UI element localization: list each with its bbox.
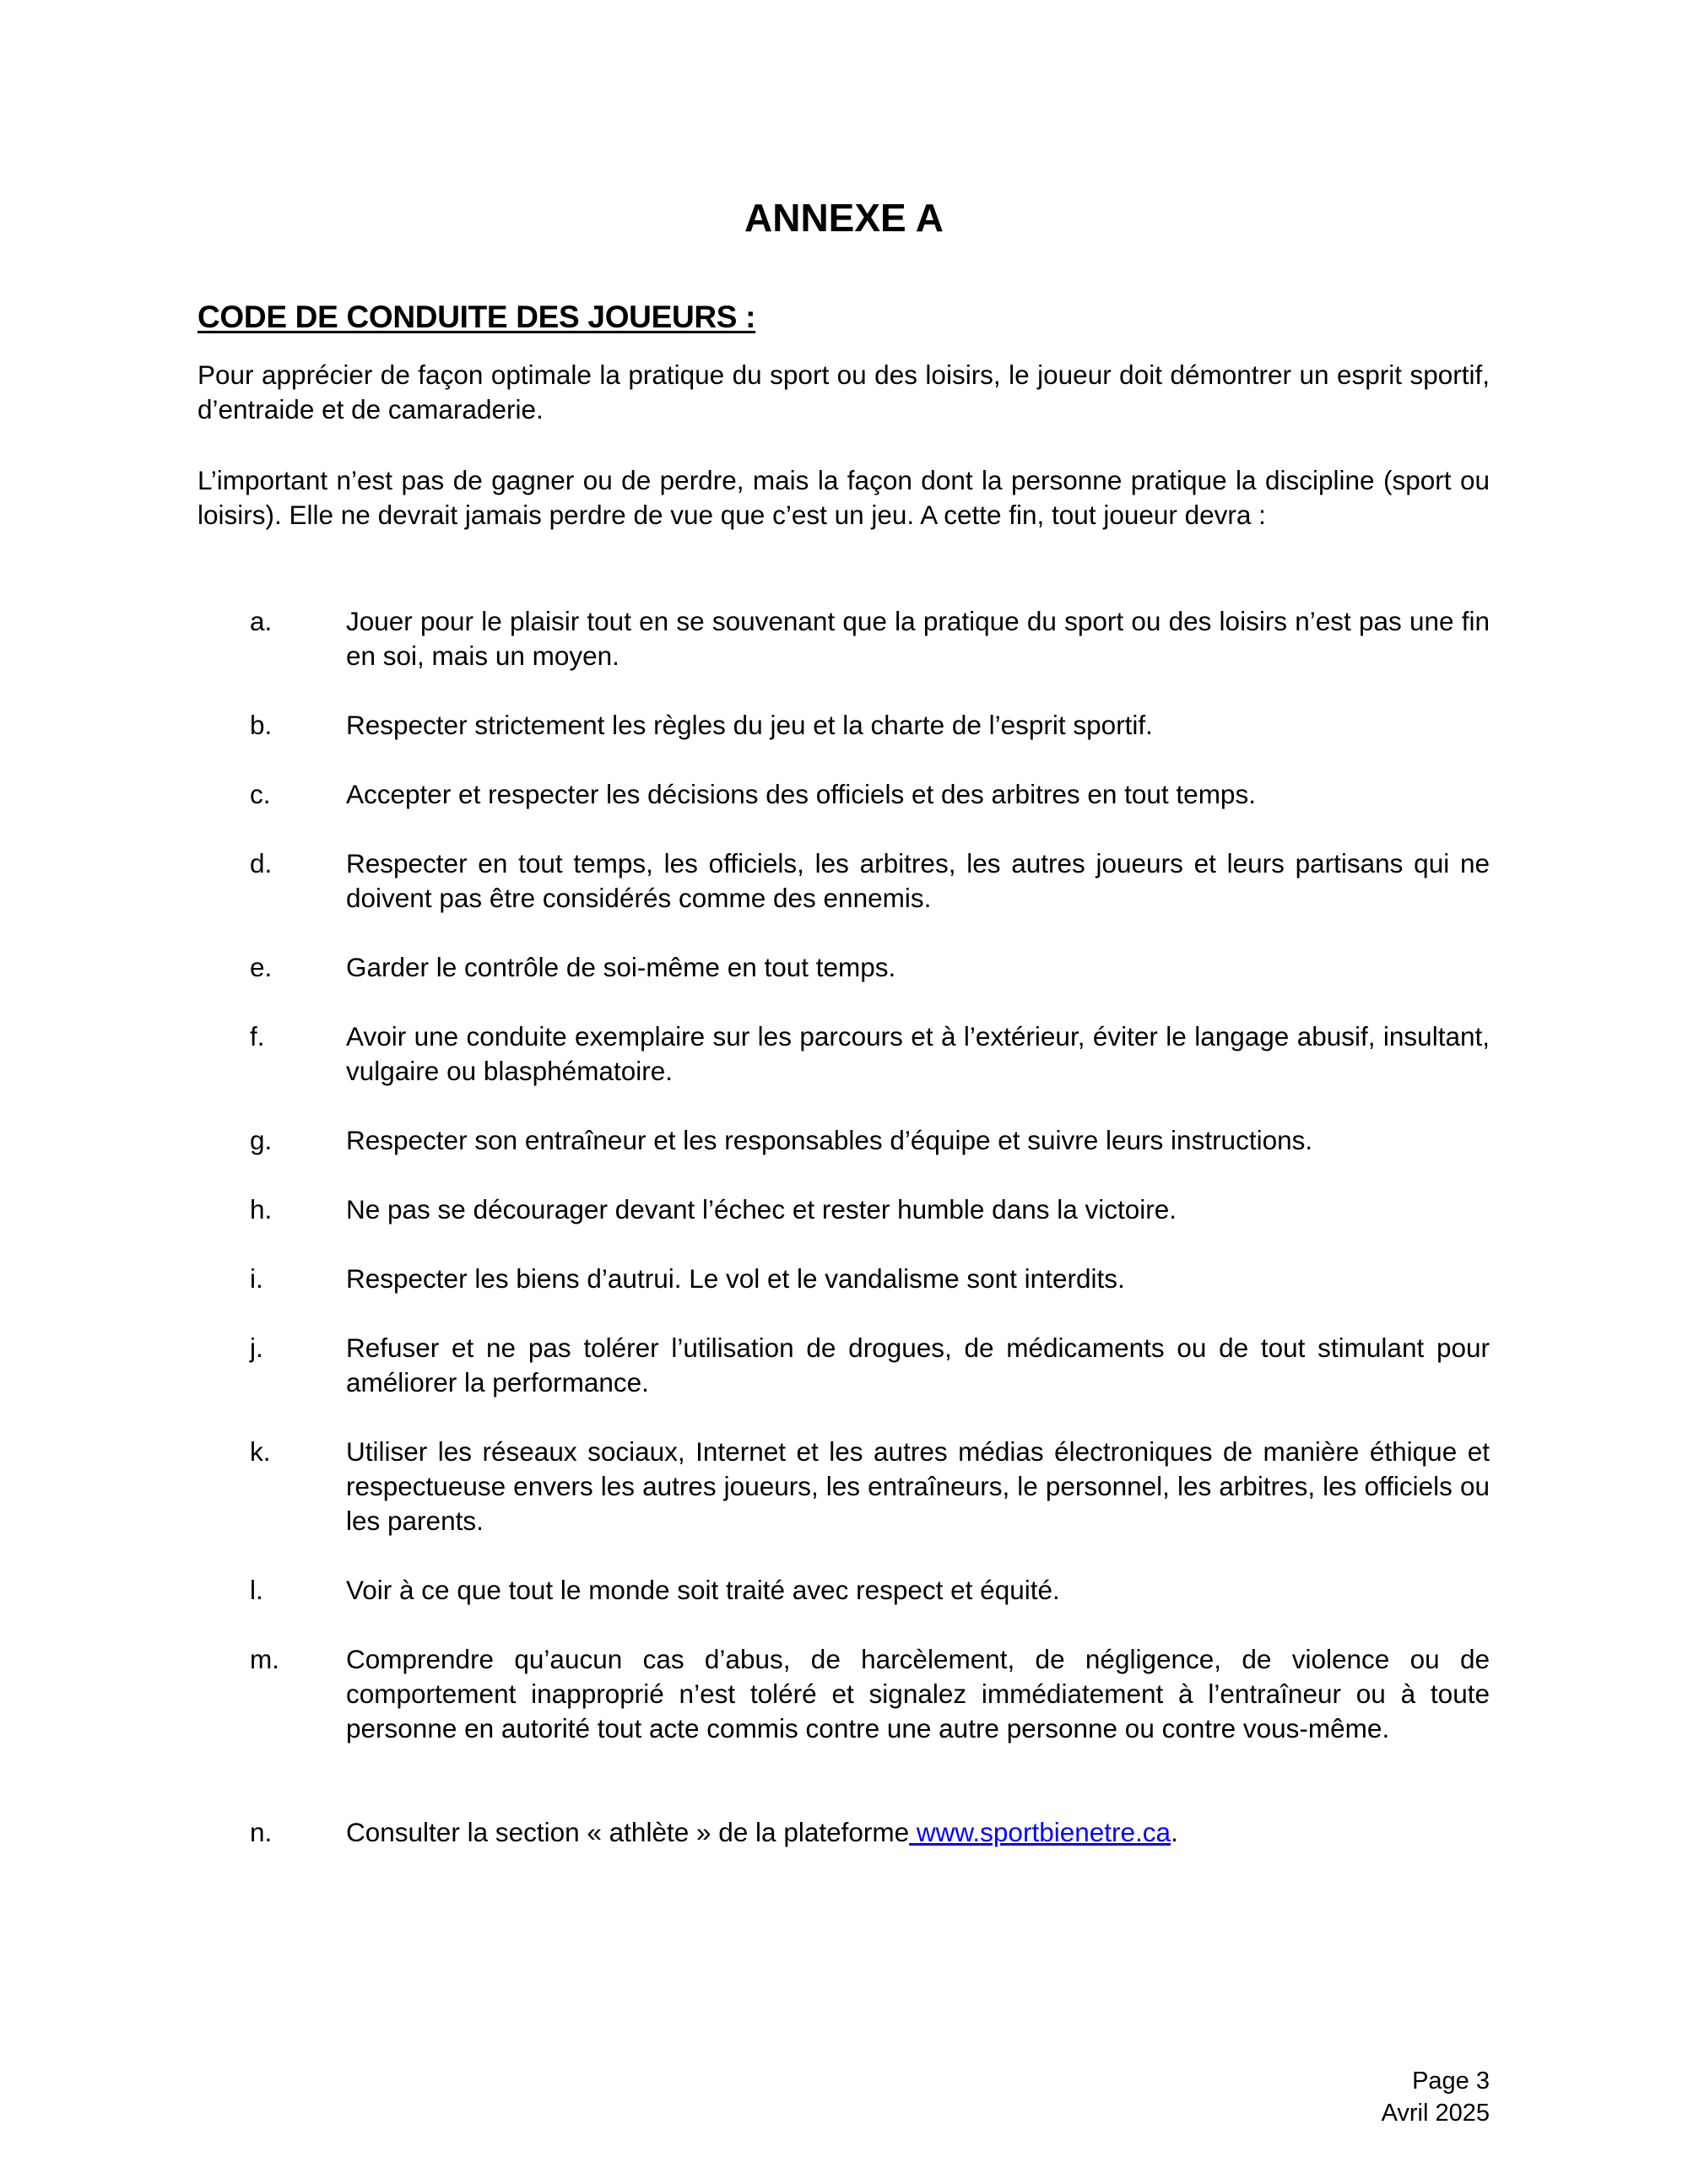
list-item-text: Comprendre qu’aucun cas d’abus, de harcèlement, de négligence, de violence ou de comportement inapproprié n’est toléré et signalez immédiatement à l’entraîneur ou à toute personne en autorité tout acte commis contre une autre personne ou contre vous-même. [346, 1644, 1490, 1743]
list-item-text: Jouer pour le plaisir tout en se souvenant que la pratique du sport ou des loisirs n’est pas une fin en soi, mais un moyen. [346, 606, 1490, 671]
list-item-text: Utiliser les réseaux sociaux, Internet et les autres médias électroniques de manière éthique et respectueuse envers les autres joueurs, les entraîneurs, le personnel, les arbitres, les officiels ou les parents. [346, 1436, 1490, 1536]
list-item-label: a. [250, 606, 273, 636]
page-number: Page 3 [1412, 2068, 1490, 2095]
list-item-label: c. [250, 779, 271, 809]
sportbienetre-link[interactable]: www.sportbienetre.ca [909, 1817, 1171, 1847]
list-item-label: j. [250, 1333, 263, 1363]
list-item-label: i. [250, 1263, 263, 1294]
list-item-text-before: Consulter la section « athlète » de la plateforme [346, 1817, 910, 1847]
list-item-text: Accepter et respecter les décisions des officiels et des arbitres en tout temps. [346, 779, 1256, 809]
list-item-text: Garder le contrôle de soi-même en tout temps. [346, 952, 896, 982]
list-item-label: h. [250, 1194, 273, 1224]
list-item-text: Respecter strictement les règles du jeu et la charte de l’esprit sportif. [346, 710, 1153, 740]
list-item-text: Respecter les biens d’autrui. Le vol et le vandalisme sont interdits. [346, 1263, 1125, 1294]
list-item-label: f. [250, 1021, 265, 1051]
page-title: ANNEXE A [744, 196, 944, 240]
footer-date: Avril 2025 [1381, 2100, 1490, 2127]
list-item-text: Respecter son entraîneur et les responsables d’équipe et suivre leurs instructions. [346, 1125, 1313, 1155]
list-item-label: m. [250, 1644, 279, 1674]
list-item-label: b. [250, 710, 273, 740]
list-item-text: Ne pas se décourager devant l’échec et rester humble dans la victoire. [346, 1194, 1177, 1224]
list-item-label: g. [250, 1125, 273, 1155]
list-item-label: l. [250, 1575, 263, 1605]
page-footer [1382, 2065, 1490, 2129]
list-item-text [346, 1815, 1490, 1850]
list-item-label: k. [250, 1436, 271, 1467]
list-item-label: e. [250, 952, 273, 982]
intro-paragraph-1: Pour apprécier de façon optimale la pratique du sport ou des loisirs, le joueur doit démontrer un esprit sportif, d’entraide et de camaraderie. [197, 359, 1490, 424]
list-item-text: Voir à ce que tout le monde soit traité avec respect et équité. [346, 1575, 1060, 1605]
list-item-label: d. [250, 848, 273, 878]
list-item-text: Respecter en tout temps, les officiels, les arbitres, les autres joueurs et leurs partisans qui ne doivent pas être considérés comme des ennemis. [346, 848, 1490, 913]
list-item-label: n. [250, 1817, 273, 1847]
section-heading: CODE DE CONDUITE DES JOUEURS : [197, 300, 756, 334]
list-item-text: Avoir une conduite exemplaire sur les parcours et à l’extérieur, éviter le langage abusif, insultant, vulgaire ou blasphématoire. [346, 1021, 1490, 1086]
intro-paragraph-2: L’important n’est pas de gagner ou de perdre, mais la façon dont la personne pratique la discipline (sport ou loisirs). Elle ne devrait jamais perdre de vue que c’est un jeu. A cette fin, tout joueur devra : [197, 465, 1490, 530]
list-item-text: Refuser et ne pas tolérer l’utilisation de drogues, de médicaments ou de tout stimulant pour améliorer la performance. [346, 1333, 1490, 1397]
list-item-text-after: . [1171, 1817, 1178, 1847]
